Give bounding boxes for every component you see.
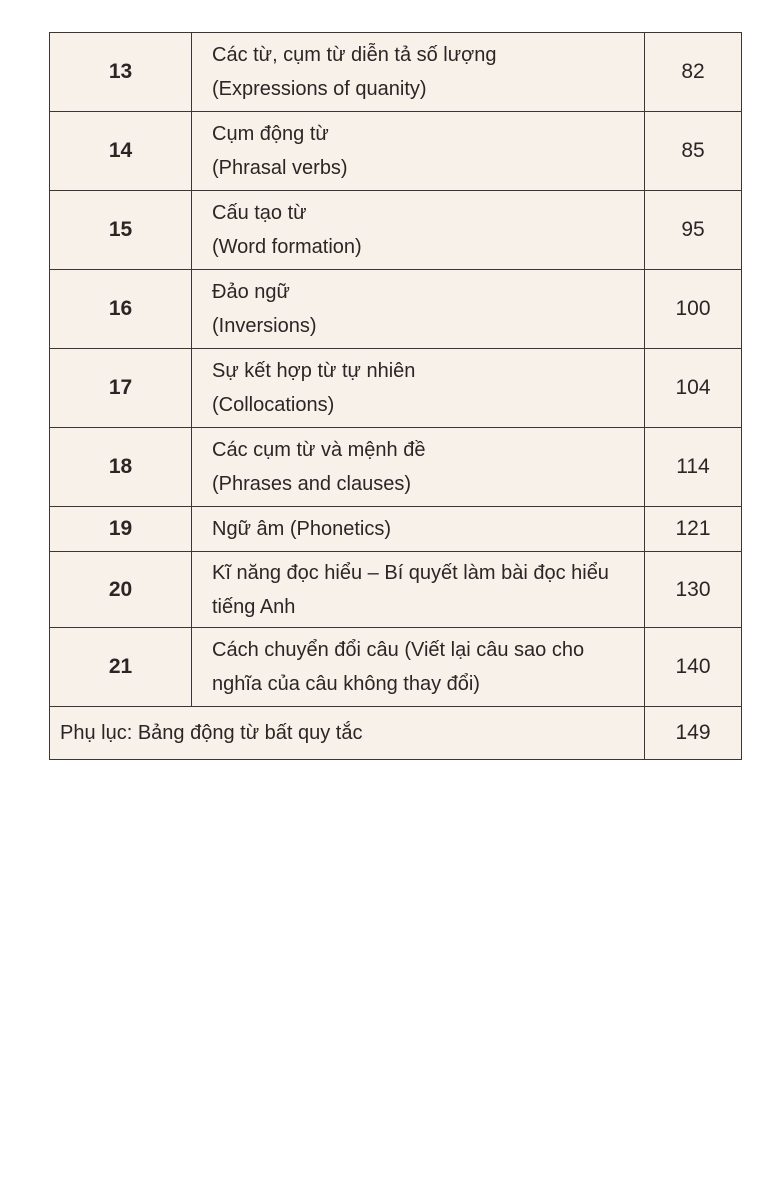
chapter-subtitle: tiếng Anh bbox=[212, 595, 296, 618]
chapter-title: Cấu tạo từ bbox=[212, 202, 307, 224]
chapter-number: 21 bbox=[50, 628, 192, 707]
chapter-title: Cụm động từ bbox=[212, 123, 329, 145]
chapter-subtitle: (Collocations) bbox=[212, 394, 335, 416]
chapter-subtitle: (Phrases and clauses) bbox=[212, 473, 411, 495]
table-of-contents bbox=[49, 32, 742, 760]
chapter-number: 20 bbox=[50, 552, 192, 628]
chapter-title: Cách chuyển đổi câu (Viết lại câu sao cho bbox=[212, 639, 585, 661]
chapter-title: Các cụm từ và mệnh đề bbox=[212, 439, 426, 461]
page-number: 121 bbox=[645, 507, 742, 552]
chapter-title: Kĩ năng đọc hiểu – Bí quyết làm bài đọc hiểu bbox=[212, 561, 609, 584]
table-row bbox=[50, 428, 742, 507]
page-number: 95 bbox=[645, 191, 742, 270]
page-number: 85 bbox=[645, 112, 742, 191]
table-row bbox=[50, 270, 742, 349]
chapter-number: 19 bbox=[50, 507, 192, 552]
appendix-row bbox=[50, 707, 742, 760]
table-row bbox=[50, 112, 742, 191]
chapter-number: 13 bbox=[50, 33, 192, 112]
chapter-title-cell bbox=[192, 552, 645, 628]
table-row bbox=[50, 349, 742, 428]
chapter-title: Sự kết hợp từ tự nhiên bbox=[212, 360, 416, 382]
table-row bbox=[50, 33, 742, 112]
chapter-title: Các từ, cụm từ diễn tả số lượng bbox=[212, 44, 497, 66]
table-row bbox=[50, 628, 742, 707]
page-number: 149 bbox=[645, 707, 742, 760]
chapter-title-cell bbox=[192, 33, 645, 112]
chapter-title-cell bbox=[192, 270, 645, 349]
page-number: 130 bbox=[645, 552, 742, 628]
chapter-title-cell bbox=[192, 628, 645, 707]
chapter-title: Ngữ âm (Phonetics) bbox=[212, 518, 392, 540]
chapter-title-cell bbox=[192, 191, 645, 270]
chapter-subtitle: nghĩa của câu không thay đổi) bbox=[212, 673, 480, 695]
page-number: 100 bbox=[645, 270, 742, 349]
table-row bbox=[50, 191, 742, 270]
table-row bbox=[50, 552, 742, 628]
page-number: 114 bbox=[645, 428, 742, 507]
chapter-subtitle: (Word formation) bbox=[212, 236, 362, 258]
page-number: 104 bbox=[645, 349, 742, 428]
chapter-title-cell bbox=[192, 507, 645, 552]
appendix-title: Phụ lục: Bảng động từ bất quy tắc bbox=[50, 707, 645, 760]
chapter-subtitle: (Expressions of quanity) bbox=[212, 78, 427, 100]
chapter-title-cell bbox=[192, 112, 645, 191]
chapter-number: 18 bbox=[50, 428, 192, 507]
chapter-title-cell bbox=[192, 349, 645, 428]
chapter-title-cell bbox=[192, 428, 645, 507]
chapter-number: 14 bbox=[50, 112, 192, 191]
page-number: 82 bbox=[645, 33, 742, 112]
chapter-subtitle: (Phrasal verbs) bbox=[212, 157, 348, 179]
chapter-title: Đảo ngữ bbox=[212, 281, 290, 303]
page-number: 140 bbox=[645, 628, 742, 707]
chapter-subtitle: (Inversions) bbox=[212, 315, 317, 337]
chapter-number: 17 bbox=[50, 349, 192, 428]
chapter-number: 15 bbox=[50, 191, 192, 270]
chapter-number: 16 bbox=[50, 270, 192, 349]
table-row bbox=[50, 507, 742, 552]
